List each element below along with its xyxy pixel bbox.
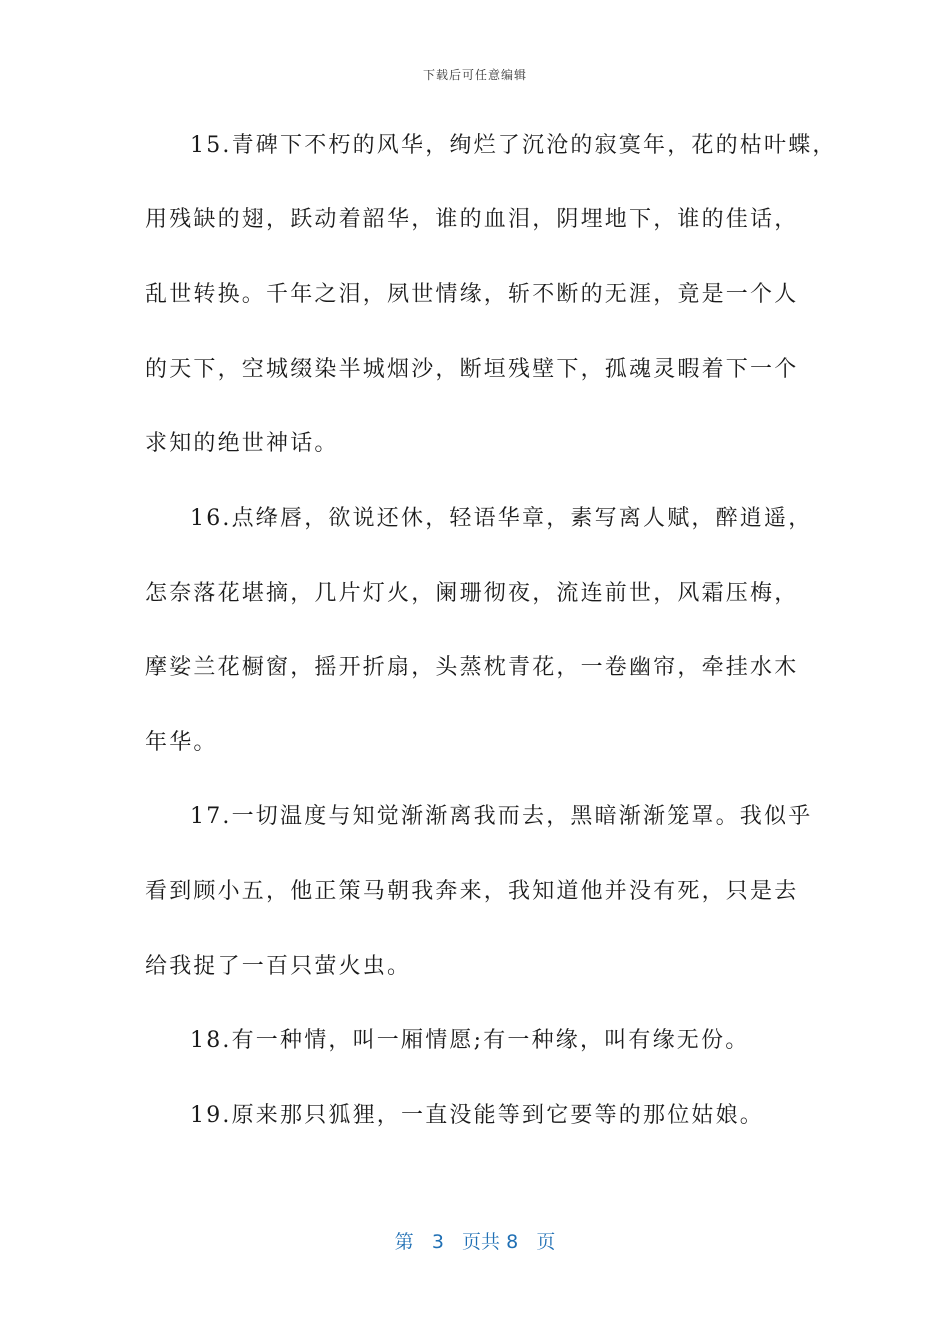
text-line: 17.一切温度与知觉渐渐离我而去，黑暗渐渐笼罩。我似乎 (190, 804, 813, 829)
text-line: 19.原来那只狐狸，一直没能等到它要等的那位姑娘。 (190, 1103, 764, 1128)
text-line: 16.点绛唇，欲说还休，轻语华章，素写离人赋，醉逍遥， (190, 506, 813, 531)
text-line: 看到顾小五，他正策马朝我奔来，我知道他并没有死，只是去 (145, 879, 799, 904)
page-header: 下载后可任意编辑 (422, 68, 527, 82)
footer-suffix: 页 (536, 1231, 556, 1253)
text-line: 给我捉了一百只萤火虫。 (145, 954, 412, 979)
total-pages-number: 8 (506, 1231, 519, 1253)
footer-prefix: 第 (394, 1231, 414, 1253)
current-page-number: 3 (431, 1231, 444, 1253)
text-line: 用残缺的翅，跃动着韶华，谁的血泪，阴埋地下，谁的佳话， (145, 207, 799, 232)
text-line: 15.青碑下不朽的风华，绚烂了沉沧的寂寞年，花的枯叶蝶， (190, 133, 837, 158)
text-line: 的天下，空城缀染半城烟沙，断垣残壁下，孤魂灵暇着下一个 (145, 357, 799, 382)
page-footer (0, 1227, 950, 1254)
text-line: 18.有一种情，叫一厢情愿;有一种缘，叫有缘无份。 (190, 1028, 750, 1053)
text-line: 怎奈落花堪摘，几片灯火，阑珊彻夜，流连前世，风霜压梅， (145, 581, 799, 606)
footer-middle: 页共 (462, 1231, 501, 1253)
text-line: 求知的绝世神话。 (145, 431, 339, 456)
text-line: 乱世转换。千年之泪，夙世情缘，斩不断的无涯，竟是一个人 (145, 282, 799, 307)
text-line: 摩娑兰花橱窗，摇开折扇，头蒸枕青花，一卷幽帘，牵挂水木 (145, 655, 799, 680)
text-line: 年华。 (145, 730, 218, 755)
